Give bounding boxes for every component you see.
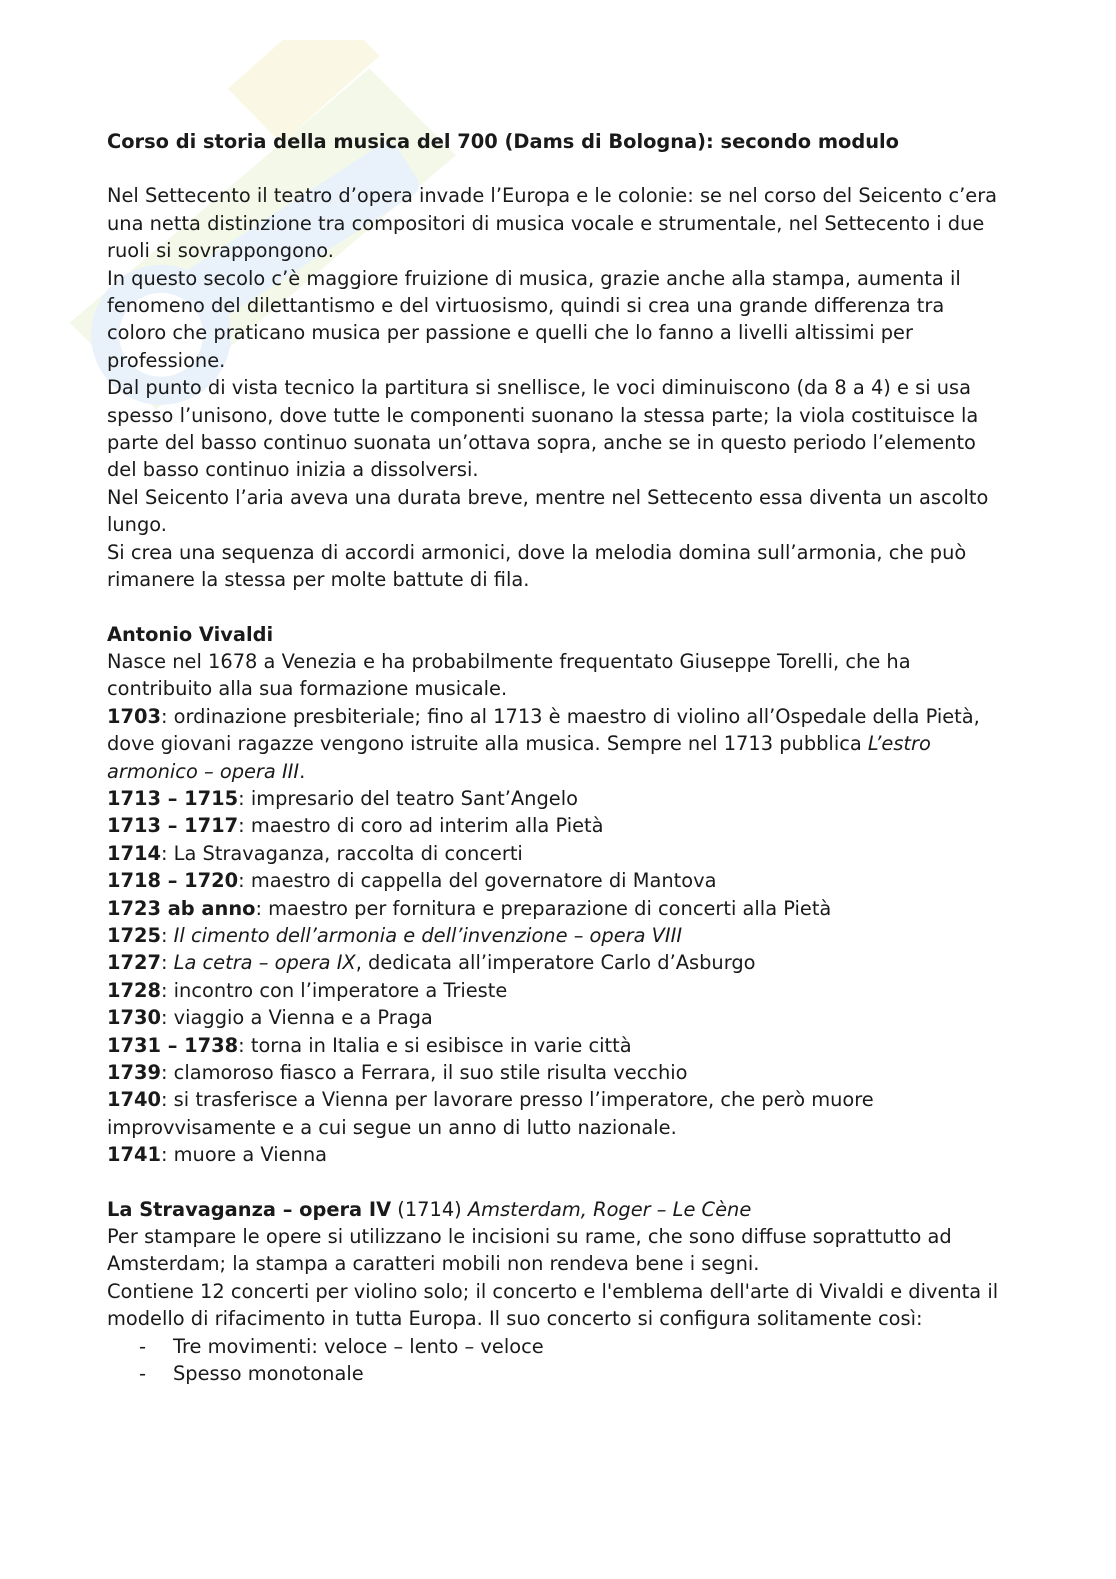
timeline-year: 1703 <box>107 704 161 728</box>
section-heading <box>107 1196 1007 1223</box>
timeline-year: 1723 ab anno <box>107 896 256 920</box>
timeline-entry <box>107 895 1007 922</box>
timeline-year: 1728 <box>107 978 161 1002</box>
list-item <box>107 1360 1007 1387</box>
dash-bullet: - <box>139 1362 146 1386</box>
work-title: Il cimento dell’armonia e dell’invenzione – opera VIII <box>173 923 683 947</box>
heading-year: (1714) <box>391 1197 468 1221</box>
list-item-text: Tre movimenti: veloce – lento – veloce <box>173 1334 544 1358</box>
timeline-year: 1725 <box>107 923 161 947</box>
timeline-year: 1741 <box>107 1143 161 1167</box>
timeline-text: : maestro di cappella del governatore di Mantova <box>238 869 717 893</box>
timeline-text: : maestro per fornitura e preparazione di concerti alla Pietà <box>255 896 832 920</box>
timeline-year: 1731 – 1738 <box>107 1033 239 1057</box>
timeline-text: : <box>160 923 174 947</box>
intro-paragraph: Nel Settecento il teatro d’opera invade l’Europa e le colonie: se nel corso del Seicento c’era una netta distinzione tra compositori di musica vocale e strumentale, nel Settecento i due ruoli si sovrappongono. <box>107 184 998 263</box>
dash-bullet: - <box>139 1334 146 1358</box>
timeline-year: 1713 – 1717 <box>107 814 239 838</box>
timeline-entry <box>107 785 1007 812</box>
timeline-entry <box>107 1004 1007 1031</box>
timeline-entry <box>107 1059 1007 1086</box>
timeline-text: : clamoroso fiasco a Ferrara, il suo stile risulta vecchio <box>160 1061 688 1084</box>
work-title: La cetra – opera IX <box>173 951 356 975</box>
heading-bold: La Stravaganza – opera IV <box>107 1197 392 1221</box>
timeline-text: : muore a Vienna <box>160 1143 328 1167</box>
timeline-entry <box>107 840 1007 867</box>
timeline-entry <box>107 922 1007 949</box>
body-paragraph: Per stampare le opere si utilizzano le incisioni su rame, che sono diffuse soprattutto ad Amsterdam; la stampa a caratteri mobili non rendeva bene i segni. <box>107 1225 952 1276</box>
timeline-text: : si trasferisce a Vienna per lavorare presso l’imperatore, che però muore improvvisamente e a cui segue un anno di lutto nazionale. <box>107 1088 874 1139</box>
timeline-entry <box>107 703 1007 785</box>
bullet-list <box>107 1333 1007 1388</box>
timeline-year: 1727 <box>107 951 161 975</box>
timeline-text: : viaggio a Vienna e a Praga <box>160 1006 433 1030</box>
timeline-tail: , dedicata all’imperatore Carlo d’Asburgo <box>355 951 756 975</box>
timeline-text: : La Stravaganza, raccolta di concerti <box>160 841 523 865</box>
timeline-text: : impresario del teatro Sant’Angelo <box>238 786 578 810</box>
list-item <box>107 1333 1007 1360</box>
timeline-tail: . <box>299 759 306 783</box>
timeline-year: 1713 – 1715 <box>107 786 239 810</box>
section-heading: Antonio Vivaldi <box>107 622 274 646</box>
timeline-text: : incontro con l’imperatore a Trieste <box>160 978 508 1002</box>
timeline-entry <box>107 949 1007 976</box>
vivaldi-section <box>107 621 1007 1169</box>
timeline-text: : maestro di coro ad interim alla Pietà <box>238 814 604 838</box>
list-item-text: Spesso monotonale <box>173 1362 364 1386</box>
intro-paragraph: Nel Seicento l’aria aveva una durata breve, mentre nel Settecento essa diventa un ascolto lungo. <box>107 485 989 537</box>
intro-paragraph: Dal punto di vista tecnico la partitura si snellisce, le voci diminuiscono (da 8 a 4) e si usa spesso l’unisono, dove tutte le componenti suonano la stessa parte; la viola costituisce la parte del basso continuo suonata un’ottava sopra, anche se in questo periodo l’elemento del basso continuo inizia a dissolversi. <box>107 376 979 482</box>
timeline-entry <box>107 812 1007 839</box>
timeline-year: 1730 <box>107 1006 161 1030</box>
body-paragraph: Contiene 12 concerti per violino solo; il concerto e l'emblema dell'arte di Vivaldi e diventa il modello di rifacimento in tutta Europa. Il suo concerto si configura solitamente così: <box>107 1279 999 1331</box>
intro-paragraph: Si crea una sequenza di accordi armonici, dove la melodia domina sull’armonia, che può rimanere la stessa per molte battute di fila. <box>107 540 967 592</box>
timeline-text: : ordinazione presbiteriale; fino al 1713 è maestro di violino all’Ospedale della Pietà, dove giovani ragazze vengono istruite alla musica. Sempre nel 1713 pubblica <box>107 704 980 756</box>
timeline-entry <box>107 1141 1007 1168</box>
timeline-year: 1739 <box>107 1061 161 1084</box>
heading-italic: Amsterdam, Roger – Le Cène <box>467 1197 752 1221</box>
document-page <box>107 128 1007 1387</box>
timeline-year: 1718 – 1720 <box>107 869 239 893</box>
timeline-entry <box>107 867 1007 894</box>
document-title: Corso di storia della musica del 700 (Dams di Bologna): secondo modulo <box>107 130 899 153</box>
timeline-text: : <box>160 951 174 975</box>
timeline-text: : torna in Italia e si esibisce in varie città <box>238 1033 632 1057</box>
intro-section <box>107 182 1007 593</box>
timeline-entry <box>107 1086 1007 1141</box>
stravaganza-section <box>107 1196 1007 1388</box>
timeline-entry <box>107 977 1007 1004</box>
work-title: L’estro armonico – opera III <box>107 732 931 783</box>
vivaldi-intro: Nasce nel 1678 a Venezia e ha probabilmente frequentato Giuseppe Torelli, che ha contribuito alla sua formazione musicale. <box>107 649 911 701</box>
timeline-year: 1714 <box>107 841 161 865</box>
intro-paragraph: In questo secolo c’è maggiore fruizione di musica, grazie anche alla stampa, aumenta il fenomeno del dilettantismo e del virtuosismo, quindi si crea una grande differenza tra coloro che praticano musica per passione e quelli che lo fanno a livelli altissimi per professione. <box>107 266 961 372</box>
timeline-year: 1740 <box>107 1088 161 1112</box>
timeline-entry <box>107 1032 1007 1059</box>
